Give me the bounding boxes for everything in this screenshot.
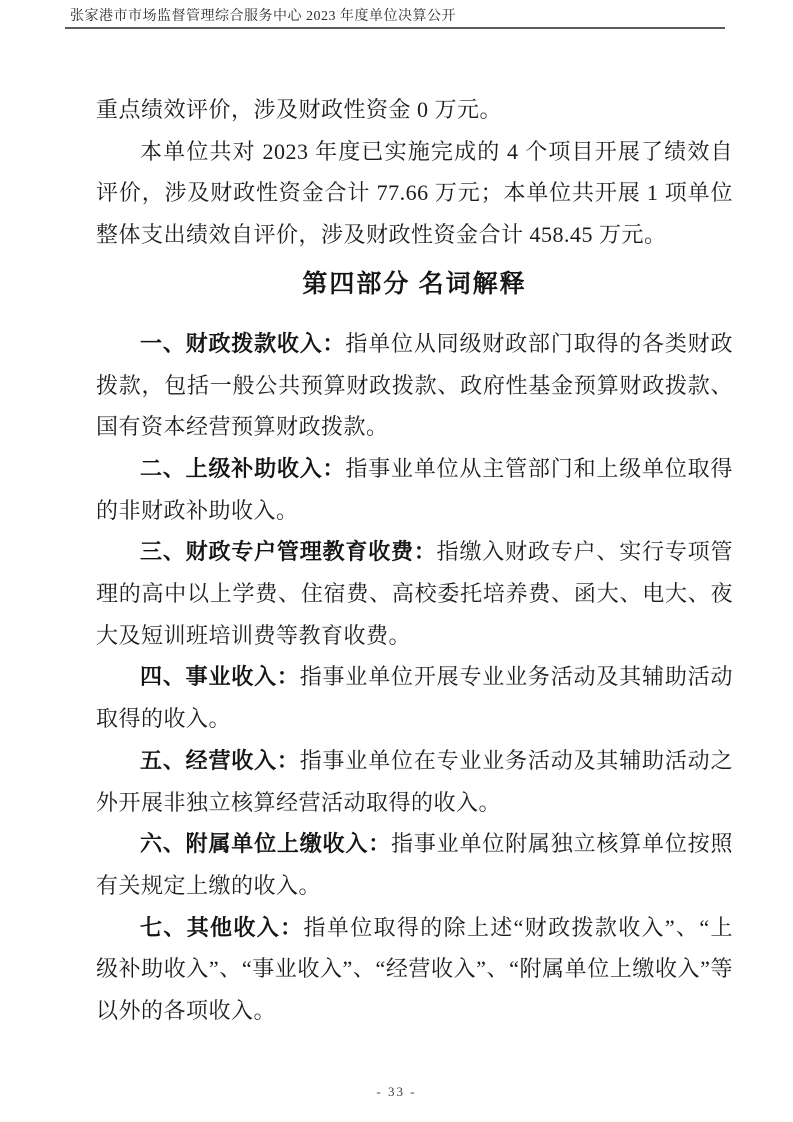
term-item-2 xyxy=(96,448,733,531)
term-label: 四、事业收入： xyxy=(140,664,300,690)
document-content xyxy=(96,89,733,1032)
page-number: - 33 - xyxy=(376,1084,417,1099)
term-definition: 指单位取得的除上述“财政拨款收入”、“上级补助收入”、“事业收入”、“经营收入”、“附属单位上缴收入”等以外的各项收入。 xyxy=(96,914,733,1024)
header-rule xyxy=(65,27,725,29)
term-label: 六、附属单位上缴收入： xyxy=(140,831,392,857)
term-label: 五、经营收入： xyxy=(140,747,300,773)
term-definition: 指事业单位开展专业业务活动及其辅助活动取得的收入。 xyxy=(96,664,733,732)
term-item-7 xyxy=(96,907,733,1032)
term-definition: 指事业单位附属独立核算单位按照有关规定上缴的收入。 xyxy=(96,831,733,898)
section-heading-part4: 第四部分 名词解释 xyxy=(302,270,527,298)
term-item-3 xyxy=(96,531,733,656)
term-item-5 xyxy=(96,740,733,823)
body-paragraph-self-evaluation: 本单位共对 2023 年度已实施完成的 4 个项目开展了绩效自评价，涉及财政性资金合计 77.66 万元；本单位共开展 1 项单位整体支出绩效自评价，涉及财政性资金合计 458.45 万元。 xyxy=(96,138,733,248)
header-title: 张家港市市场监督管理综合服务中心 2023 年度单位决算公开 xyxy=(70,9,456,24)
term-label: 三、财政专户管理教育收费： xyxy=(140,539,437,565)
term-definition: 指事业单位在专业业务活动及其辅助活动之外开展非独立核算经营活动取得的收入。 xyxy=(96,747,733,815)
term-item-4 xyxy=(96,656,733,739)
body-paragraph-performance-evaluation: 重点绩效评价，涉及财政性资金 0 万元。 xyxy=(96,97,503,122)
term-label: 七、其他收入： xyxy=(140,914,304,940)
term-label: 一、财政拨款收入： xyxy=(140,330,346,356)
term-label: 二、上级补助收入： xyxy=(140,455,346,481)
term-definition: 指事业单位从主管部门和上级单位取得的非财政补助收入。 xyxy=(96,455,733,523)
term-definition: 指单位从同级财政部门取得的各类财政拨款，包括一般公共预算财政拨款、政府性基金预算财政拨款、国有资本经营预算财政拨款。 xyxy=(96,330,733,440)
term-item-6 xyxy=(96,823,733,906)
term-definition: 指缴入财政专户、实行专项管理的高中以上学费、住宿费、高校委托培养费、函大、电大、夜大及短训班培训费等教育收费。 xyxy=(96,539,733,648)
term-item-1 xyxy=(96,323,733,448)
